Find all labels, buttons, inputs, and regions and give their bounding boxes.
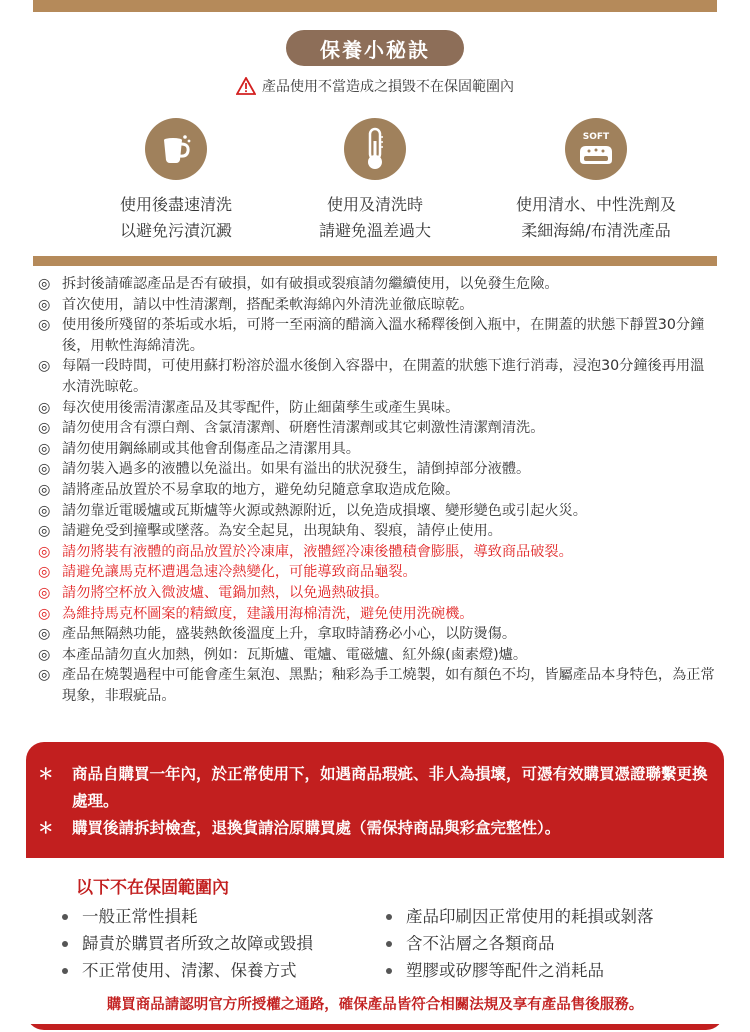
care-note-text: 請勿靠近電暖爐或瓦斯爐等火源或熱源附近，以免造成損壞、變形變色或引起火災。 (62, 502, 587, 519)
double-circle-icon: ◎ (38, 543, 51, 560)
double-circle-icon: ◎ (38, 584, 51, 601)
double-circle-icon: ◎ (38, 626, 51, 643)
care-note (38, 315, 718, 356)
tip-icon-circle (145, 118, 207, 180)
exclusion-text: 塑膠或矽膠等配件之消耗品 (406, 961, 604, 980)
double-circle-icon: ◎ (38, 481, 51, 498)
care-note-text: 請勿使用鋼絲刷或其他會刮傷產品之清潔用具。 (62, 440, 360, 457)
sponge-icon (576, 142, 616, 168)
care-note-text: 請勿使用含有漂白劑、含氯清潔劑、研磨性清潔劑或其它刺激性清潔劑清洗。 (62, 420, 545, 437)
exclusion-text: 歸責於購買者所致之故障或毀損 (82, 934, 313, 953)
warranty-notes (38, 761, 718, 842)
care-note-text: 請勿將空杯放入微波爐、電鍋加熱，以免過熱破損。 (62, 584, 389, 601)
exclusion-item (386, 957, 654, 984)
tip-line2: 以避免污漬沉澱 (119, 221, 232, 240)
care-note-text: 請避免受到撞擊或墜落。為安全起見，出現缺角、裂痕，請停止使用。 (62, 523, 502, 540)
care-note-text: 每次使用後需清潔產品及其零配件，防止細菌孳生或產生異味。 (62, 399, 460, 416)
exclusions-title: 以下不在保固範圍內 (76, 878, 229, 898)
care-note-text: 請將產品放置於不易拿取的地方，避免幼兒隨意拿取造成危險。 (62, 481, 460, 498)
care-note-text: 為維持馬克杯圖案的精緻度，建議用海棉清洗，避免使用洗碗機。 (62, 605, 474, 622)
care-note-text: 首次使用，請以中性清潔劑，搭配柔軟海綿內外清洗並徹底晾乾。 (62, 296, 474, 313)
care-notes-list (38, 274, 718, 706)
warranty-note (38, 815, 718, 842)
double-circle-icon: ◎ (38, 461, 51, 478)
tip-line1: 使用後盡速清洗 (119, 195, 232, 214)
warranty-note-text: 購買後請拆封檢查，退換貨請洽原購買處（需保持商品與彩盒完整性）。 (72, 819, 561, 837)
exclusions-left (62, 903, 313, 984)
asterisk-icon: ＊ (38, 765, 54, 783)
care-note-text: 請勿將裝有液體的商品放置於冷凍庫，液體經冷凍後體積會膨脹，導致商品破裂。 (62, 543, 573, 560)
bullet-dot-icon (62, 968, 68, 974)
warranty-note-text: 商品自購買一年內，於正常使用下，如遇商品瑕疵、非人為損壞，可憑有效購買憑證聯繫更換處理。 (72, 765, 708, 810)
care-note (38, 645, 718, 666)
exclusion-item (386, 903, 654, 930)
exclusion-text: 不正常使用、清潔、保養方式 (82, 961, 297, 980)
soft-badge: SOFT (582, 132, 610, 142)
thermometer-icon (363, 127, 387, 171)
care-note (38, 356, 718, 397)
bullet-dot-icon (386, 941, 392, 947)
care-note-text: 請勿裝入過多的液體以免溢出。如果有溢出的狀況發生，請倒掉部分液體。 (62, 461, 531, 478)
double-circle-icon: ◎ (38, 317, 51, 334)
page-title: 保養小秘訣 (286, 30, 464, 66)
care-note (38, 501, 718, 522)
exclusion-text: 含不沾層之各類商品 (406, 934, 555, 953)
care-note-text: 每隔一段時間，可使用蘇打粉溶於溫水後倒入容器中，在開蓋的狀態下進行消毒，浸泡30分鐘後再用溫水清洗晾乾。 (62, 358, 705, 395)
care-note (38, 521, 718, 542)
care-note (38, 665, 718, 706)
care-note (38, 439, 718, 460)
exclusion-item (62, 957, 313, 984)
care-note-text: 拆封後請確認產品是否有破損，如有破損或裂痕請勿繼續使用，以免發生危險。 (62, 276, 559, 292)
bullet-dot-icon (386, 914, 392, 920)
tip-line1: 使用清水、中性洗劑及 (515, 195, 676, 214)
double-circle-icon: ◎ (38, 667, 51, 684)
double-circle-icon: ◎ (38, 564, 51, 581)
exclusion-item (386, 930, 654, 957)
footer-notice: 購買商品請認明官方所授權之通路，確保產品皆符合相關法規及享有產品售後服務。 (106, 997, 644, 1013)
bullet-dot-icon (62, 941, 68, 947)
care-note (38, 480, 718, 501)
care-note-text: 請避免讓馬克杯遭遇急速冷熱變化，可能導致商品龜裂。 (62, 564, 417, 581)
warning-line (0, 76, 750, 96)
exclusion-item (62, 930, 313, 957)
double-circle-icon: ◎ (38, 276, 51, 292)
care-note (38, 398, 718, 419)
care-note-text: 產品無隔熱功能，盛裝熱飲後溫度上升，拿取時請務必小心，以防燙傷。 (62, 626, 517, 643)
tip-line1: 使用及清洗時 (326, 195, 423, 214)
double-circle-icon: ◎ (38, 296, 51, 313)
exclusion-text: 一般正常性損耗 (82, 907, 198, 926)
care-note-text: 使用後所殘留的茶垢或水垢，可將一至兩滴的醋滴入溫水稀釋後倒入瓶中，在開蓋的狀態下靜置30分鐘後，用軟性海綿清洗。 (62, 317, 705, 354)
care-note (38, 562, 718, 583)
exclusions-right (386, 903, 654, 984)
tip-icon-circle (565, 118, 627, 180)
double-circle-icon: ◎ (38, 358, 51, 375)
double-circle-icon: ◎ (38, 646, 51, 663)
double-circle-icon: ◎ (38, 605, 51, 622)
care-note (38, 583, 718, 604)
care-note (38, 604, 718, 625)
care-note (38, 418, 718, 439)
care-note-text: 本產品請勿直火加熱，例如：瓦斯爐、電爐、電磁爐、紅外線(鹵素燈)爐。 (62, 646, 528, 663)
double-circle-icon: ◎ (38, 420, 51, 437)
top-bar (33, 0, 717, 12)
care-note-text: 產品在燒製過程中可能會產生氣泡、黑點；釉彩為手工燒製，如有顏色不均，皆屬產品本身特色，為正常現象，非瑕疵品。 (62, 667, 715, 704)
care-note (38, 542, 718, 563)
cup-icon (158, 132, 194, 166)
care-tips (0, 118, 750, 238)
care-note (38, 624, 718, 645)
section-divider (33, 256, 717, 266)
double-circle-icon: ◎ (38, 502, 51, 519)
double-circle-icon: ◎ (38, 440, 51, 457)
tip-icon-circle (344, 118, 406, 180)
bullet-dot-icon (62, 914, 68, 920)
bullet-dot-icon (386, 968, 392, 974)
warning-triangle-icon (236, 77, 256, 95)
care-note (38, 459, 718, 480)
warning-text: 產品使用不當造成之損毀不在保固範圍內 (262, 79, 514, 95)
double-circle-icon: ◎ (38, 399, 51, 416)
double-circle-icon: ◎ (38, 523, 51, 540)
care-note (38, 274, 718, 295)
tip-line2: 請避免溫差過大 (318, 221, 431, 240)
asterisk-icon: ＊ (38, 819, 54, 837)
exclusion-text: 產品印刷因正常使用的耗損或剝落 (406, 907, 654, 926)
warranty-note (38, 761, 718, 815)
exclusion-item (62, 903, 313, 930)
care-note (38, 295, 718, 316)
tip-line2: 柔細海綿/布清洗產品 (521, 221, 671, 240)
tip-gentle-wash (466, 118, 726, 244)
